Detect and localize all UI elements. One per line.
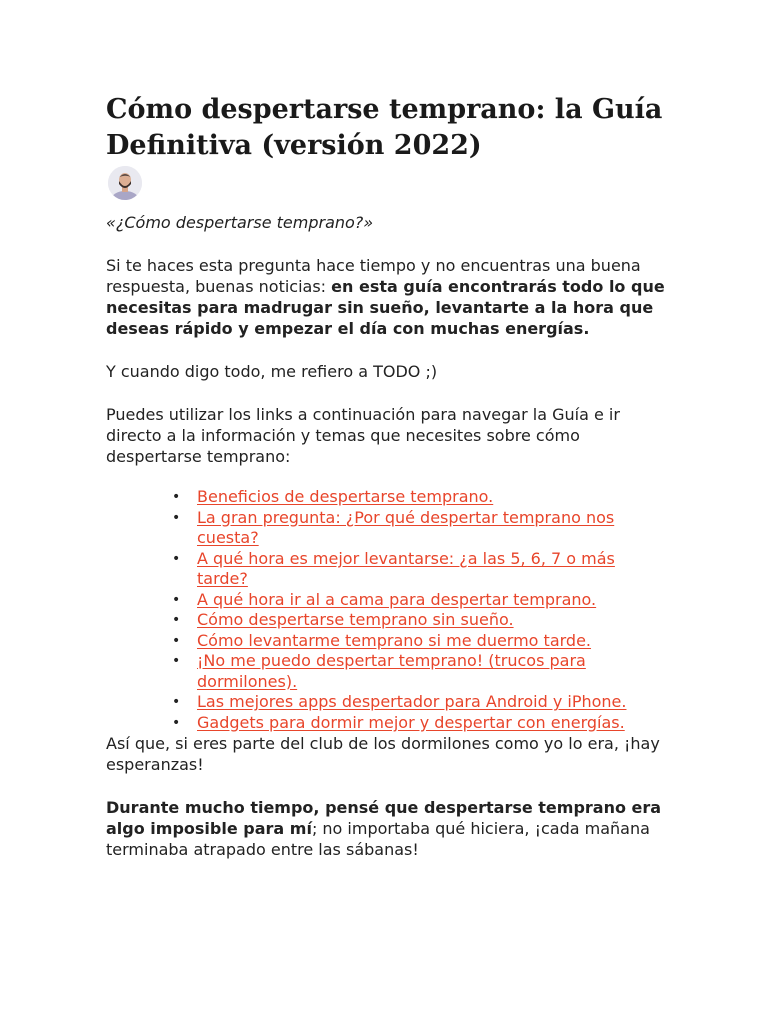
author-avatar[interactable] [108,166,142,200]
todo-paragraph: Y cuando digo todo, me refiero a TODO ;) [106,362,438,381]
bullet-icon: • [172,632,181,649]
quote-text: «¿Cómo despertarse temprano?» [106,213,374,232]
closing-paragraph [106,797,666,860]
nav-intro-paragraph: Puedes utilizar los links a continuación para navegar la Guía e ir directo a la información y temas que necesites sobre cómo despertarse temprano: [106,405,620,466]
article-title: Cómo despertarse temprano: la Guía Definitiva (versión 2022) [106,94,663,161]
bullet-icon: • [172,653,181,669]
toc-link-sin-sueno[interactable]: Cómo despertarse temprano sin sueño. [197,610,514,629]
bullet-icon: • [172,550,181,567]
list-item [172,692,666,713]
bullet-icon: • [172,509,181,526]
article [106,92,666,860]
list-item [172,712,666,734]
toc-link-dormilones[interactable]: ¡No me puedo despertar temprano! (trucos para dormilones). [197,651,586,691]
toc-link-gadgets[interactable]: Gadgets para dormir mejor y despertar con energías. [197,712,625,732]
avatar-icon [108,166,142,200]
toc-link-que-hora-levantarse[interactable]: A qué hora es mejor levantarse: ¿a las 5, 6, 7 o más tarde? [197,548,615,588]
toc-link-beneficios[interactable]: Beneficios de despertarse temprano. [197,487,494,506]
closing-rest: ; no importaba qué hiciera, ¡cada mañana terminaba atrapado entre las sábanas! [106,819,650,859]
list-item [172,630,666,652]
table-of-contents [106,487,666,733]
closing-bold: Durante mucho tiempo, pensé que despertarse temprano era algo imposible para mí [106,798,662,838]
toc-link-gran-pregunta[interactable]: La gran pregunta: ¿Por qué despertar temprano nos cuesta? [197,507,615,547]
list-item [172,610,666,631]
list-item [172,548,666,590]
club-paragraph: Así que, si eres parte del club de los dormilones como yo lo era, ¡hay esperanzas! [106,734,660,774]
intro-bold: en esta guía encontrarás todo lo que necesitas para madrugar sin sueño, levantarte a la hora que deseas rápido y empezar el día con muchas energías. [106,277,665,338]
toc-link-que-hora-cama[interactable]: A qué hora ir al a cama para despertar temprano. [197,589,597,609]
bullet-icon: • [172,612,181,628]
toc-link-apps[interactable]: Las mejores apps despertador para Android y iPhone. [197,692,627,711]
toc-link-duermo-tarde[interactable]: Cómo levantarme temprano si me duermo tarde. [197,630,592,650]
bullet-icon: • [172,694,181,710]
list-item [172,589,666,611]
list-item [172,507,666,549]
bullet-icon: • [172,591,181,608]
bullet-icon: • [172,489,181,505]
intro-paragraph [106,255,666,339]
intro-lead: Si te haces esta pregunta hace tiempo y no encuentras una buena respuesta, buenas noticias: [106,256,641,296]
bullet-icon: • [172,714,181,731]
list-item [172,487,666,508]
list-item [172,651,666,692]
